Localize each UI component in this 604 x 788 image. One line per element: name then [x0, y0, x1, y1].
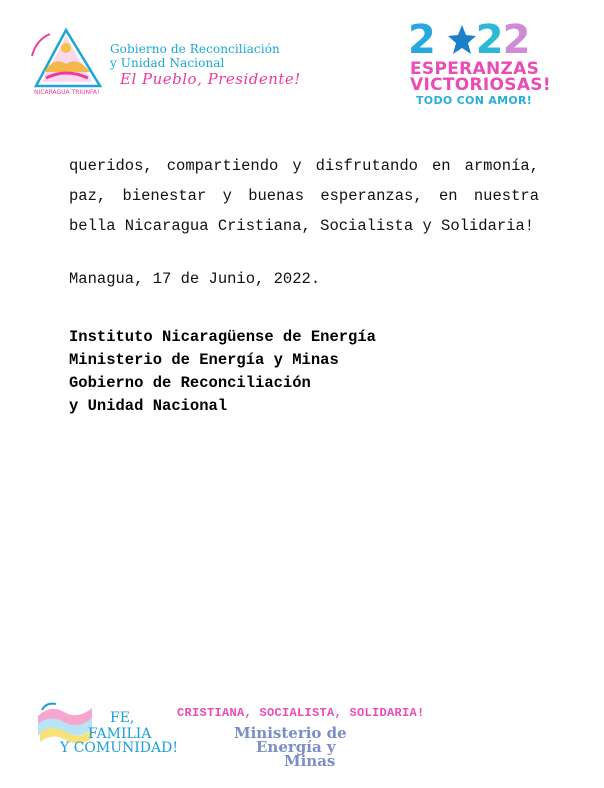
footer-slogan: CRISTIANA, SOCIALISTA, SOLIDARIA!	[177, 706, 425, 720]
fe-text: FE,	[110, 710, 135, 726]
gov-name-line2: y Unidad Nacional	[110, 56, 225, 70]
nicaragua-emblem-icon	[30, 26, 108, 96]
minas-line: Minas	[284, 752, 336, 770]
paragraph-line: paz, bienestar y buenas esperanzas, en nuestra	[69, 187, 539, 205]
victoriosas-text: VICTORIOSAS!	[410, 75, 551, 95]
comunidad-text: Y COMUNIDAD!	[60, 740, 178, 756]
government-logo	[30, 26, 350, 106]
gov-name-line1: Gobierno de Reconciliación	[110, 42, 280, 56]
ministerio-line: Ministerio de	[234, 724, 347, 742]
fe-familia-comunidad-logo	[36, 700, 186, 770]
year-digit: 2	[408, 17, 435, 63]
year-digit: 2	[502, 17, 530, 63]
emblem-text: NICARAGUA TRIUNFA!	[34, 89, 100, 96]
energia-line: Energía y	[256, 738, 336, 756]
campaign-2022-logo	[408, 17, 568, 107]
familia-text: FAMILIA	[88, 726, 152, 742]
esperanzas-text: ESPERANZAS	[410, 59, 540, 79]
year-digit: 2	[475, 17, 503, 63]
signature-line: Instituto Nicaragüense de Energía	[69, 328, 376, 346]
ministerio-logo	[232, 724, 412, 772]
date-line: Managua, 17 de Junio, 2022.	[69, 270, 321, 288]
year-digit-star	[435, 17, 476, 63]
signature-line: y Unidad Nacional	[69, 397, 228, 415]
signature-line: Ministerio de Energía y Minas	[69, 351, 339, 369]
todo-con-amor-text: TODO CON AMOR!	[416, 94, 533, 107]
signature-line: Gobierno de Reconciliación	[69, 374, 311, 392]
paragraph-line: bella Nicaragua Cristiana, Socialista y Solidaria!	[69, 217, 535, 235]
paragraph-line: queridos, compartiendo y disfrutando en armonía,	[69, 157, 539, 175]
gov-slogan: El Pueblo, Presidente!	[120, 70, 301, 88]
letter-paragraph	[69, 151, 539, 241]
star-icon	[448, 25, 476, 55]
signature-block	[69, 326, 376, 418]
year-2022	[408, 18, 529, 62]
